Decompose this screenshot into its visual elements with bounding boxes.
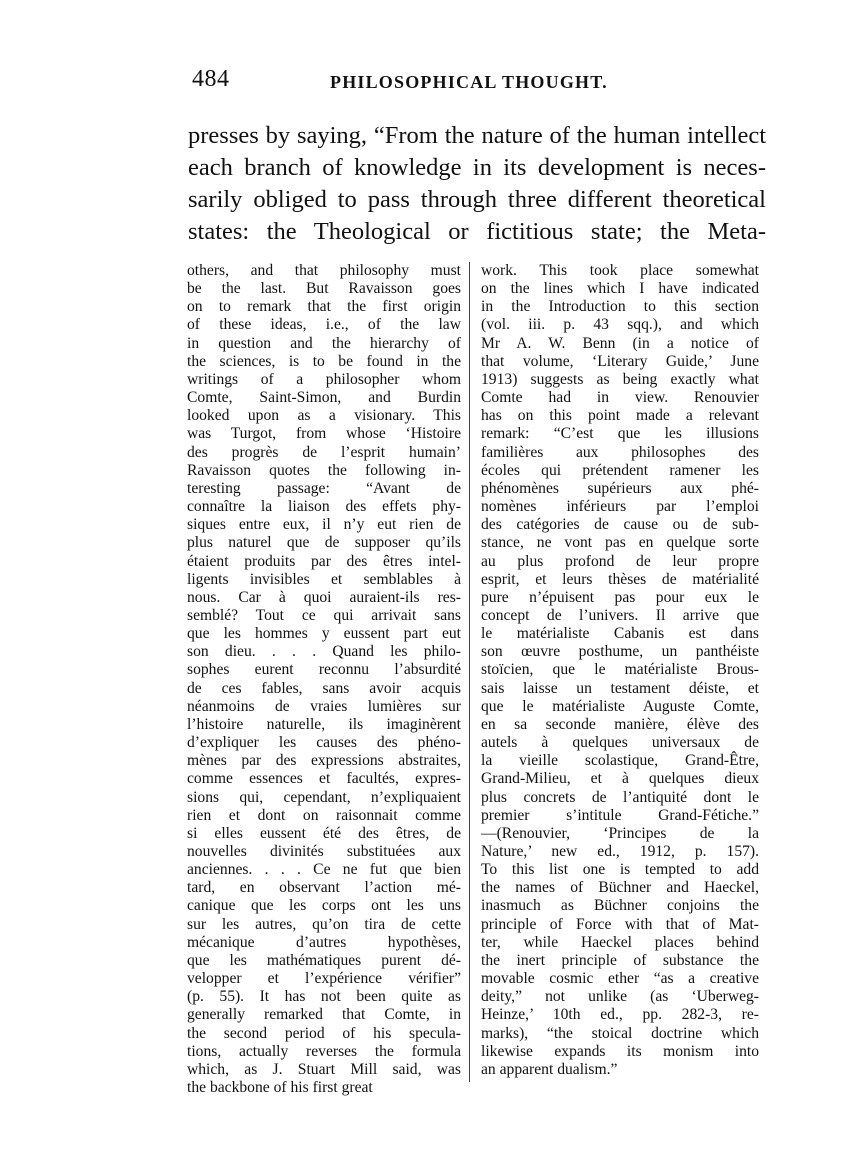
footnote-line: de ces fables, sans avoir acquis: [187, 679, 461, 697]
main-text-line: presses by saying, “From the nature of the human intellect: [188, 122, 766, 149]
footnote-line: (p. 55). It has not been quite as: [187, 988, 461, 1006]
footnote-line: writings of a philosopher whom: [187, 370, 461, 388]
footnote-line: Nature,’ new ed., 1912, p. 157).: [481, 843, 759, 860]
footnote-line: that volume, ‘Literary Guide,’ June: [481, 352, 759, 370]
footnote-line: concept de l’univers. Il arrive que: [481, 606, 759, 624]
page-number: 484: [192, 66, 230, 92]
footnote-line: sais laisse un testament déiste, et: [481, 679, 759, 697]
footnote-line: work. This took place somewhat: [481, 262, 759, 279]
footnote-line: nous. Car à quoi auraient-ils res-: [187, 588, 461, 606]
footnote-line: étaient produits par des êtres intel-: [187, 552, 461, 570]
main-text: [188, 120, 766, 248]
footnote-line: sophes eurent reconnu l’absurdité: [187, 661, 461, 679]
footnote-line: néanmoins de vraies lumières sur: [187, 697, 461, 715]
footnote-line: phénomènes supérieurs aux phé-: [481, 479, 759, 497]
footnote-line: Ravaisson quotes the following in-: [187, 461, 461, 479]
footnote-line: tard, en observant l’action mé-: [187, 879, 461, 897]
footnote-line: of these ideas, i.e., of the law: [187, 316, 461, 334]
footnote-line: the inert principle of substance the: [481, 951, 759, 969]
footnote-line: —(Renouvier, ‘Principes de la: [481, 824, 759, 842]
footnote-line: likewise expands its monism into: [481, 1042, 759, 1060]
footnote-line: ter, while Haeckel places behind: [481, 933, 759, 951]
footnote-line: nomènes inférieurs par l’emploi: [481, 498, 759, 516]
footnote-right-column: [481, 262, 759, 1079]
footnote-line: au plus profond de leur propre: [481, 552, 759, 570]
footnote-line: esprit, et leurs thèses de matérialité: [481, 570, 759, 588]
footnote-line: looked upon as a visionary. This: [187, 407, 461, 425]
main-text-line: sarily obliged to pass through three different theoretical: [188, 186, 766, 213]
footnote-line: mènes par des expressions abstraites,: [187, 752, 461, 770]
footnote-line: sur les autres, qu’on tira de cette: [187, 915, 461, 933]
footnote-line: in the Introduction to this section: [481, 298, 759, 316]
footnote-line: inasmuch as Büchner conjoins the: [481, 897, 759, 915]
footnote-line: comme essences et facultés, expres-: [187, 770, 461, 788]
footnote-line: canique que les corps ont les uns: [187, 897, 461, 915]
footnote-line: premier s’intitule Grand-Fétiche.”: [481, 806, 759, 824]
footnote-line: si elles eussent été des êtres, de: [187, 824, 461, 842]
footnote-line: son dieu. . . . Quand les philo-: [187, 643, 461, 661]
footnote-line: (vol. iii. p. 43 sqq.), and which: [481, 316, 759, 334]
footnote-line: velopper et l’expérience vérifier”: [187, 970, 461, 988]
footnote-line: Mr A. W. Benn (in a notice of: [481, 334, 759, 352]
footnote-line: 1913) suggests as being exactly what: [481, 370, 759, 388]
footnote-line: ligents invisibles et semblables à: [187, 570, 461, 588]
footnote-line: generally remarked that Comte, in: [187, 1006, 461, 1024]
footnote-line: en sa seconde manière, élève des: [481, 715, 759, 733]
footnote-line: plus concrets de l’antiquité dont le: [481, 788, 759, 806]
footnote-line: movable cosmic ether “as a creative: [481, 970, 759, 988]
footnote-line: la vieille scolastique, Grand-Être,: [481, 752, 759, 770]
footnote-line: pure n’épuisent pas pour eux le: [481, 588, 759, 606]
footnote-line: sions qui, cependant, n’expliquaient: [187, 788, 461, 806]
footnote-line: siques entre eux, il n’y eut rien de: [187, 516, 461, 534]
footnote-line: Heinze,’ 10th ed., pp. 282-3, re-: [481, 1006, 759, 1024]
footnote-line: deity,” not unlike (as ‘Uberweg-: [481, 988, 759, 1006]
footnote-line: remark: “C’est que les illusions: [481, 425, 759, 443]
footnote-line: écoles qui prétendent ramener les: [481, 461, 759, 479]
footnote-line: stance, ne vont pas en quelque sorte: [481, 534, 759, 552]
footnote-line: marks), “the stoical doctrine which: [481, 1024, 759, 1042]
footnote-line: Comte had in view. Renouvier: [481, 389, 759, 407]
footnote-line: stoïcien, que le matérialiste Brous-: [481, 661, 759, 679]
footnote-line: on the lines which I have indicated: [481, 280, 759, 298]
footnote-line: rien et dont on raisonnait comme: [187, 806, 461, 824]
footnote-left-column: [187, 262, 461, 1097]
footnote-line: the second period of his specula-: [187, 1024, 461, 1042]
footnote-line: on to remark that the first origin: [187, 298, 461, 316]
column-divider: [469, 262, 470, 1082]
footnote-line: d’expliquer les causes des phéno-: [187, 734, 461, 752]
footnote-line: Grand-Milieu, et à quelques dieux: [481, 770, 759, 788]
main-text-line: states: the Theological or fictitious state; the Meta-: [188, 218, 766, 245]
footnote-line: an apparent dualism.”: [481, 1060, 618, 1078]
footnote-line: the backbone of his first great: [187, 1079, 373, 1097]
footnote-line: the sciences, is to be found in the: [187, 352, 461, 370]
footnote-line: tions, actually reverses the formula: [187, 1042, 461, 1060]
footnote-line: son œuvre posthume, un panthéiste: [481, 643, 759, 661]
footnote-line: que le matérialiste Auguste Comte,: [481, 697, 759, 715]
footnote-line: que les hommes y eussent part eut: [187, 625, 461, 643]
footnote-line: Comte, Saint-Simon, and Burdin: [187, 389, 461, 407]
footnote-line: des progrès de l’esprit humain’: [187, 443, 461, 461]
footnote-line: be the last. But Ravaisson goes: [187, 280, 461, 298]
footnote-line: familières aux philosophes des: [481, 443, 759, 461]
running-head: PHILOSOPHICAL THOUGHT.: [330, 72, 608, 92]
footnote-line: mécanique d’autres hypothèses,: [187, 933, 461, 951]
footnote-line: des catégories de cause ou de sub-: [481, 516, 759, 534]
footnote-line: teresting passage: “Avant de: [187, 479, 461, 497]
footnote-line: semblé? Tout ce qui arrivait sans: [187, 606, 461, 624]
footnote-line: le matérialiste Cabanis est dans: [481, 625, 759, 643]
footnote-line: was Turgot, from whose ‘Histoire: [187, 425, 461, 443]
footnote-line: others, and that philosophy must: [187, 262, 461, 279]
footnote-line: que les mathématiques purent dé-: [187, 951, 461, 969]
footnote-line: in question and the hierarchy of: [187, 334, 461, 352]
footnote-line: has on this point made a relevant: [481, 407, 759, 425]
footnote-line: plus naturel que de supposer qu’ils: [187, 534, 461, 552]
footnote-line: autels à quelques universaux de: [481, 734, 759, 752]
footnote-line: the names of Büchner and Haeckel,: [481, 879, 759, 897]
footnote-line: which, as J. Stuart Mill said, was: [187, 1060, 461, 1078]
main-text-line: each branch of knowledge in its development is neces-: [188, 154, 766, 181]
footnote-line: l’histoire naturelle, ils imaginèrent: [187, 715, 461, 733]
footnote-line: nouvelles divinités substituées aux: [187, 843, 461, 860]
footnote-line: connaître la liaison des effets phy-: [187, 498, 461, 516]
footnote-line: anciennes. . . . Ce ne fut que bien: [187, 861, 461, 879]
footnote-line: To this list one is tempted to add: [481, 861, 759, 879]
footnote-line: principle of Force with that of Mat-: [481, 915, 759, 933]
